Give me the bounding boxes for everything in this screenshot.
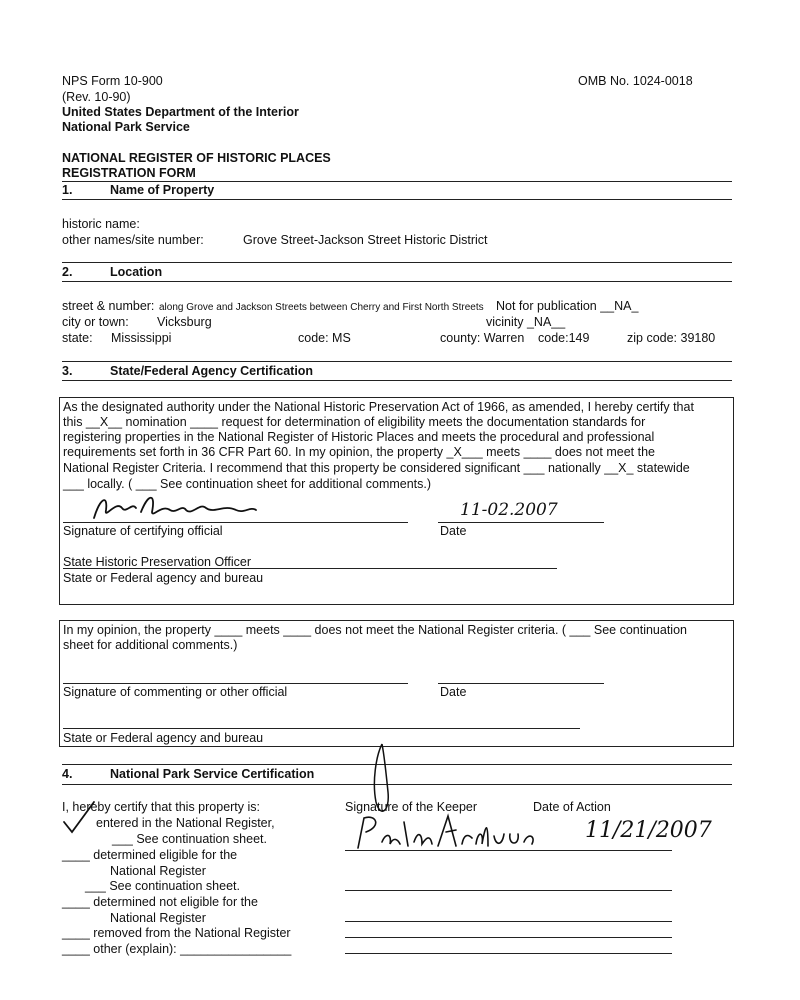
certification-text: requirements set forth in 36 CFR Part 60. In my opinion, the property _X___ meets ____ does not meet the <box>63 445 655 459</box>
section-number: 1. <box>62 183 73 197</box>
keeper-line <box>345 921 672 922</box>
section-heading: National Park Service Certification <box>110 767 315 781</box>
certify-statement: I, hereby certify that this property is: <box>62 800 260 814</box>
option-other: ____ other (explain): ________________ <box>62 942 292 956</box>
form-revision: (Rev. 10-90) <box>62 90 131 104</box>
other-names-label: other names/site number: <box>62 233 204 247</box>
date-line <box>438 683 604 684</box>
date-label: Date <box>440 685 467 699</box>
divider <box>62 199 732 200</box>
keeper-line <box>345 937 672 938</box>
opinion-text: sheet for additional comments.) <box>63 638 238 652</box>
county: county: Warren <box>440 331 525 345</box>
historic-name-label: historic name: <box>62 217 140 231</box>
date-label: Date <box>440 524 467 538</box>
divider <box>62 361 732 362</box>
keeper-line <box>345 890 672 891</box>
omb-number: OMB No. 1024-0018 <box>578 74 693 88</box>
keeper-line <box>345 953 672 954</box>
zip-code: zip code: 39180 <box>627 331 716 345</box>
date-line <box>438 522 604 523</box>
certification-text: this __X__ nomination ____ request for determination of eligibility meets the documentation standards for <box>63 415 646 429</box>
form-number: NPS Form 10-900 <box>62 74 163 88</box>
street-label: street & number: <box>62 299 155 313</box>
loop-mark-icon <box>366 742 396 822</box>
section-number: 2. <box>62 265 73 279</box>
checkmark-icon <box>60 800 100 836</box>
divider <box>62 281 732 282</box>
form-subtitle: REGISTRATION FORM <box>62 166 196 180</box>
divider <box>62 764 732 765</box>
service-name: National Park Service <box>62 120 190 134</box>
signature-line <box>63 522 408 523</box>
keeper-label: Signature of the Keeper <box>345 800 478 814</box>
option-entered: entered in the National Register, <box>96 816 275 830</box>
street-value: along Grove and Jackson Streets between Cherry and First North Streets <box>159 302 484 313</box>
agency-line <box>63 568 557 569</box>
vicinity: vicinity _NA__ <box>486 315 566 329</box>
officer-title: State Historic Preservation Officer <box>63 555 252 569</box>
commenting-signature-label: Signature of commenting or other official <box>63 685 288 699</box>
keeper-line <box>345 850 672 851</box>
agency-line <box>63 728 580 729</box>
divider <box>62 262 732 263</box>
city-label: city or town: <box>62 315 129 329</box>
opinion-text: In my opinion, the property ____ meets ____ does not meet the National Register criteria. ( ___ See continuation <box>63 623 687 637</box>
signature-line <box>63 683 408 684</box>
certification-text: ___ locally. ( ___ See continuation sheet for additional comments.) <box>63 477 432 491</box>
divider <box>62 784 732 785</box>
county-code: code:149 <box>538 331 590 345</box>
keeper-signature <box>352 812 542 854</box>
divider <box>62 380 732 381</box>
state-label: state: <box>62 331 93 345</box>
divider <box>62 181 732 182</box>
option-eligible-register: National Register <box>110 864 206 878</box>
section-heading: Location <box>110 265 163 279</box>
other-names-value: Grove Street-Jackson Street Historic District <box>243 233 488 247</box>
state-code: code: MS <box>298 331 351 345</box>
option-continuation: ___ See continuation sheet. <box>85 879 240 893</box>
section-heading: Name of Property <box>110 183 215 197</box>
certification-date: 11-02.2007 <box>460 500 558 520</box>
certification-text: registering properties in the National Register of Historic Places and meets the procedural and professional <box>63 430 655 444</box>
state-value: Mississippi <box>111 331 172 345</box>
date-of-action: 11/21/2007 <box>585 818 712 843</box>
date-of-action-label: Date of Action <box>533 800 611 814</box>
option-continuation: ___ See continuation sheet. <box>112 832 267 846</box>
not-for-publication: Not for publication __NA_ <box>496 299 639 313</box>
option-not-eligible: ____ determined not eligible for the <box>62 895 258 909</box>
option-removed: ____ removed from the National Register <box>62 926 291 940</box>
certification-text: As the designated authority under the National Historic Preservation Act of 1966, as amended, I hereby certify that <box>63 400 694 414</box>
agency-label: State or Federal agency and bureau <box>63 571 264 585</box>
section-number: 4. <box>62 767 73 781</box>
option-eligible: ____ determined eligible for the <box>62 848 238 862</box>
form-title: NATIONAL REGISTER OF HISTORIC PLACES <box>62 151 331 165</box>
signature-label: Signature of certifying official <box>63 524 223 538</box>
section-number: 3. <box>62 364 73 378</box>
section-heading: State/Federal Agency Certification <box>110 364 314 378</box>
department-name: United States Department of the Interior <box>62 105 299 119</box>
city-value: Vicksburg <box>157 315 212 329</box>
option-not-eligible-register: National Register <box>110 911 206 925</box>
certification-text: National Register Criteria. I recommend that this property be considered significant ___ nationally __X_ statewide <box>63 461 690 475</box>
agency-label: State or Federal agency and bureau <box>63 731 264 745</box>
